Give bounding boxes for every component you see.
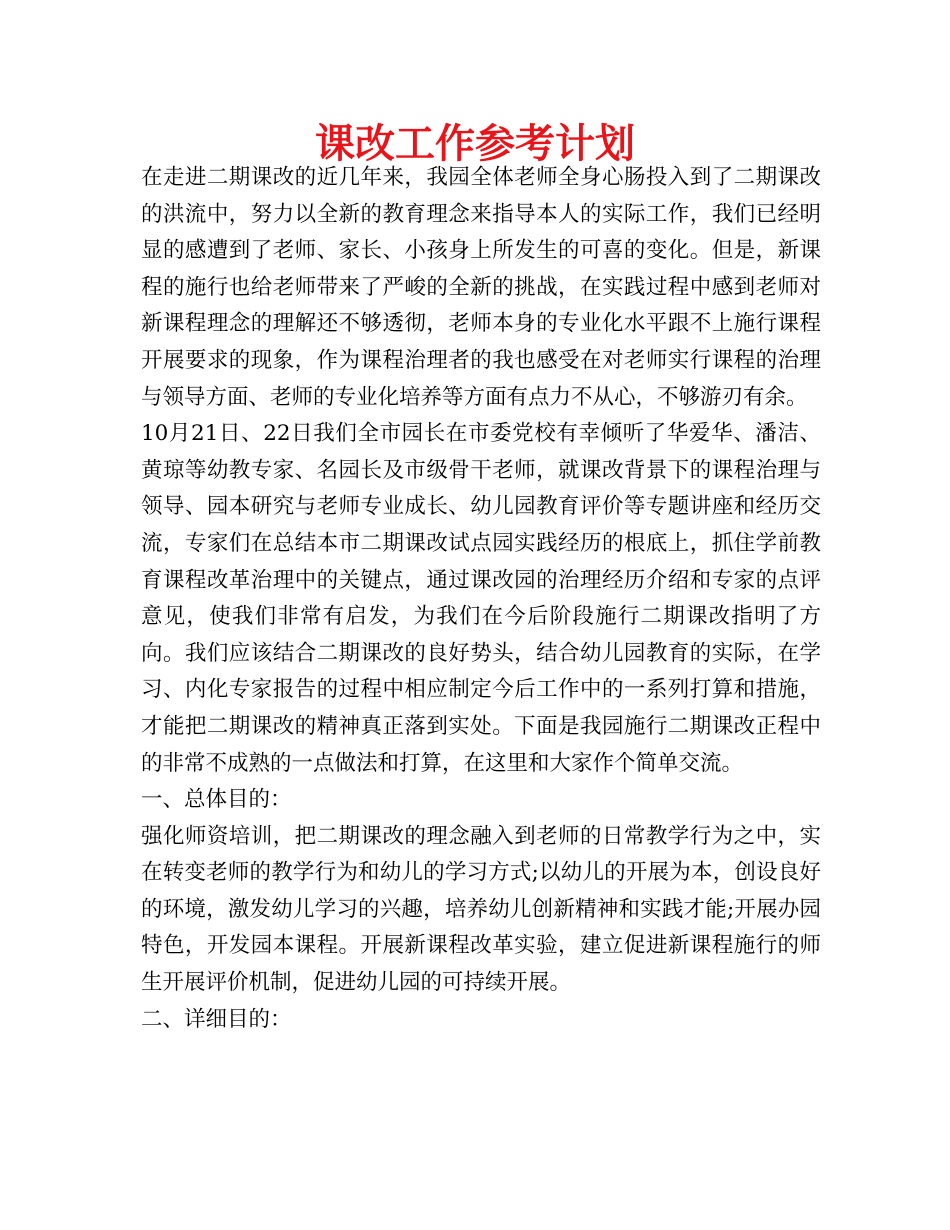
- paragraph-overall-goal: 强化师资培训，把二期课改的理念融入到老师的日常教学行为之中，实在转变老师的教学行为和幼儿的学习方式;以幼儿的开展为本，创设良好的环境，激发幼儿学习的兴趣，培养幼儿创新精神和实践才能;开展办园特色，开发园本课程。开展新课程改革实验，建立促进新课程施行的师生开展评价机制，促进幼儿园的可持续开展。: [141, 823, 821, 996]
- document-body: [141, 160, 821, 1038]
- document-title: 课改工作参考计划: [315, 120, 635, 167]
- section-heading-overall-goal: 一、总体目的：: [141, 787, 292, 813]
- paragraph-lecture-summary: 10月21日、22日我们全市园长在市委党校有幸倾听了华爱华、潘洁、黄琼等幼教专家、名园长及市级骨干老师，就课改背景下的课程治理与领导、园本研究与老师专业成长、幼儿园教育评价等专题讲座和经历交流，专家们在总结本市二期课改试点园实践经历的根底上，抓住学前教育课程改革治理中的关键点，通过课改园的治理经历介绍和专家的点评意见，使我们非常有启发，为我们在今后阶段施行二期课改指明了方向。我们应该结合二期课改的良好势头，结合幼儿园教育的实际，在学习、内化专家报告的过程中相应制定今后工作中的一系列打算和措施，才能把二期课改的精神真正落到实处。下面是我园施行二期课改正程中的非常不成熟的一点做法和打算，在这里和大家作个简单交流。: [141, 421, 821, 776]
- paragraph-intro: 在走进二期课改的近几年来，我园全体老师全身心肠投入到了二期课改的洪流中，努力以全新的教育理念来指导本人的实际工作，我们已经明显的感遭到了老师、家长、小孩身上所发生的可喜的变化。但是，新课程的施行也给老师带来了严峻的全新的挑战，在实践过程中感到老师对新课程理念的理解还不够透彻，老师本身的专业化水平跟不上施行课程开展要求的现象，作为课程治理者的我也感受在对老师实行课程的治理与领导方面、老师的专业化培养等方面有点力不从心，不够游刃有余。: [141, 165, 821, 410]
- section-heading-detailed-goal: 二、详细目的：: [141, 1006, 292, 1032]
